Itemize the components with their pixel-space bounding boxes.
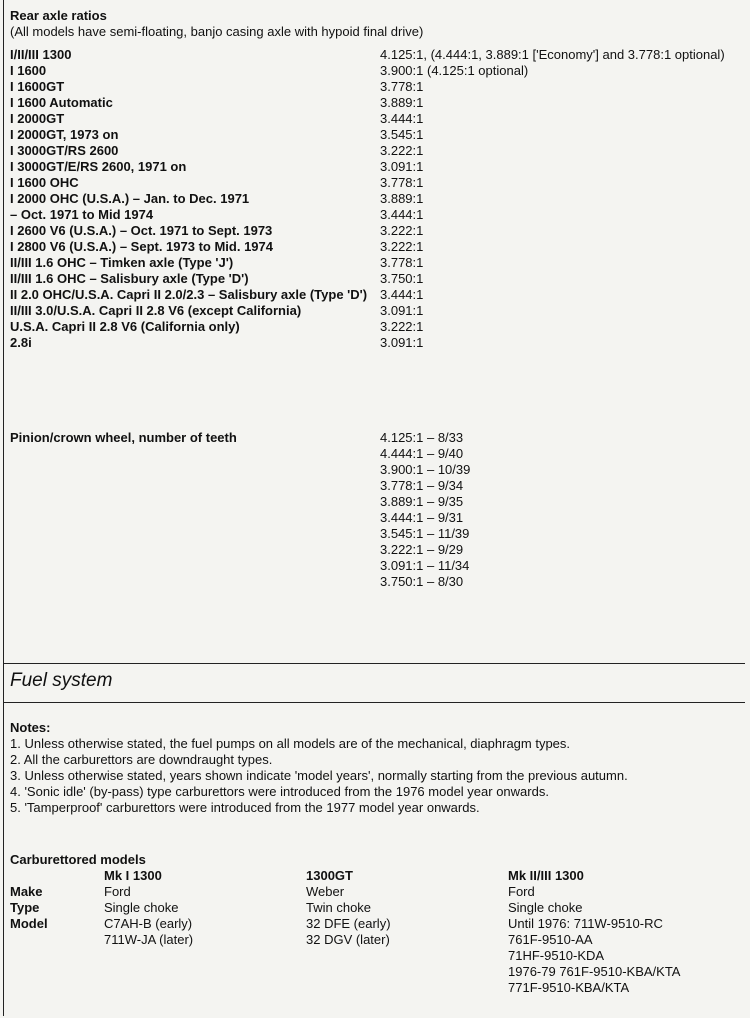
ratio-model: II/III 3.0/U.S.A. Capri II 2.8 V6 (except California) <box>10 303 302 318</box>
ratio-model: I 2000GT, 1973 on <box>10 127 119 142</box>
ratio-model: I 1600 OHC <box>10 175 79 190</box>
note-item: 1. Unless otherwise stated, the fuel pumps on all models are of the mechanical, diaphragm types. <box>10 736 571 751</box>
ratio-model: – Oct. 1971 to Mid 1974 <box>10 207 154 222</box>
row-labels <box>10 868 104 932</box>
column-line: 771F-9510-KBA/KTA <box>508 980 630 995</box>
rear-axle-title: Rear axle ratios <box>10 8 107 23</box>
divider-bottom <box>3 702 745 703</box>
pinion-row: 3.778:1 – 9/34 <box>380 478 464 493</box>
ratio-value: 3.091:1 <box>380 159 424 174</box>
column-line: 761F-9510-AA <box>508 932 593 947</box>
column-line: Single choke <box>508 900 583 915</box>
ratio-row <box>10 111 745 127</box>
ratio-row <box>10 319 745 335</box>
ratio-value: 3.222:1 <box>380 239 424 254</box>
carburettored-models <box>10 852 745 1018</box>
ratio-value: 4.125:1, (4.444:1, 3.889:1 ['Economy'] and 3.778:1 optional) <box>380 47 725 62</box>
ratio-value: 3.900:1 (4.125:1 optional) <box>380 63 529 78</box>
ratio-value: 3.222:1 <box>380 223 424 238</box>
ratio-model: I 3000GT/RS 2600 <box>10 143 119 158</box>
column-mk1-1300 <box>104 868 304 948</box>
column-line: Single choke <box>104 900 179 915</box>
ratio-row <box>10 63 745 79</box>
pinion-row: 4.125:1 – 8/33 <box>380 430 464 445</box>
ratio-model: I 2600 V6 (U.S.A.) – Oct. 1971 to Sept. 1973 <box>10 223 273 238</box>
notes-heading: Notes: <box>10 720 51 735</box>
ratio-row <box>10 335 745 351</box>
note-item: 4. 'Sonic idle' (by-pass) type carburettors were introduced from the 1976 model year onwards. <box>10 784 549 799</box>
ratio-value: 3.889:1 <box>380 191 424 206</box>
ratio-model: I/II/III 1300 <box>10 47 72 62</box>
ratio-value: 3.778:1 <box>380 255 424 270</box>
ratio-value: 3.545:1 <box>380 127 424 142</box>
pinion-row: 4.444:1 – 9/40 <box>380 446 464 461</box>
ratio-row <box>10 207 745 223</box>
divider-top <box>3 663 745 664</box>
pinion-teeth-table <box>10 430 745 590</box>
notes-list <box>10 736 745 816</box>
ratio-model: I 2000 OHC (U.S.A.) – Jan. to Dec. 1971 <box>10 191 250 206</box>
ratio-value: 3.444:1 <box>380 287 424 302</box>
column-line: Ford <box>508 884 535 899</box>
ratio-model: II/III 1.6 OHC – Salisbury axle (Type 'D') <box>10 271 249 286</box>
ratio-model: U.S.A. Capri II 2.8 V6 (California only) <box>10 319 240 334</box>
ratio-value: 3.750:1 <box>380 271 424 286</box>
column-header: Mk II/III 1300 <box>508 868 584 883</box>
column-header: Mk I 1300 <box>104 868 162 883</box>
ratio-row <box>10 191 745 207</box>
ratio-model: I 2800 V6 (U.S.A.) – Sept. 1973 to Mid. 1974 <box>10 239 273 254</box>
column-line: 32 DGV (later) <box>306 932 390 947</box>
ratio-row <box>10 255 745 271</box>
column-mk2-3-1300 <box>508 868 748 996</box>
row-label: Make <box>10 884 43 899</box>
ratio-row <box>10 303 745 319</box>
column-line: C7AH-B (early) <box>104 916 193 931</box>
fuel-notes <box>10 720 745 816</box>
ratio-value: 3.778:1 <box>380 175 424 190</box>
ratio-row <box>10 79 745 95</box>
column-line: 32 DFE (early) <box>306 916 391 931</box>
ratio-row <box>10 239 745 255</box>
column-header: 1300GT <box>306 868 353 883</box>
ratio-value: 3.444:1 <box>380 207 424 222</box>
pinion-row: 3.750:1 – 8/30 <box>380 574 464 589</box>
rear-axle-subtitle: (All models have semi-floating, banjo casing axle with hypoid final drive) <box>10 24 424 39</box>
ratio-value: 3.222:1 <box>380 143 424 158</box>
left-margin-rule <box>3 0 4 1016</box>
column-line: 71HF-9510-KDA <box>508 948 605 963</box>
pinion-row: 3.444:1 – 9/31 <box>380 510 464 525</box>
carburettored-heading: Carburettored models <box>10 852 146 867</box>
column-1300gt <box>306 868 506 948</box>
ratio-model: I 1600 <box>10 63 47 78</box>
ratio-row <box>10 223 745 239</box>
ratio-value: 3.889:1 <box>380 95 424 110</box>
row-label: Type <box>10 900 40 915</box>
ratio-value: 3.222:1 <box>380 319 424 334</box>
ratio-model: I 1600 Automatic <box>10 95 113 110</box>
rear-axle-ratio-table <box>10 47 745 351</box>
pinion-row: 3.091:1 – 11/34 <box>380 558 470 573</box>
column-line: Until 1976: 711W-9510-RC <box>508 916 663 931</box>
note-item: 2. All the carburettors are downdraught types. <box>10 752 273 767</box>
column-line: Ford <box>104 884 131 899</box>
pinion-row: 3.545:1 – 11/39 <box>380 526 470 541</box>
column-line: 711W-JA (later) <box>104 932 194 947</box>
ratio-value: 3.091:1 <box>380 335 424 350</box>
row-label: Model <box>10 916 48 931</box>
label-spacer <box>10 868 104 884</box>
ratio-model: I 2000GT <box>10 111 65 126</box>
note-item: 5. 'Tamperproof' carburettors were introduced from the 1977 model year onwards. <box>10 800 480 815</box>
ratio-row <box>10 95 745 111</box>
fuel-system-title: Fuel system <box>10 670 113 691</box>
pinion-label: Pinion/crown wheel, number of teeth <box>10 430 237 445</box>
ratio-value: 3.444:1 <box>380 111 424 126</box>
pinion-row: 3.222:1 – 9/29 <box>380 542 464 557</box>
ratio-row <box>10 159 745 175</box>
ratio-model: II 2.0 OHC/U.S.A. Capri II 2.0/2.3 – Salisbury axle (Type 'D') <box>10 287 368 302</box>
ratio-row <box>10 287 745 303</box>
pinion-row: 3.900:1 – 10/39 <box>380 462 471 477</box>
column-line: Twin choke <box>306 900 372 915</box>
ratio-row <box>10 271 745 287</box>
pinion-row: 3.889:1 – 9/35 <box>380 494 464 509</box>
ratio-value: 3.778:1 <box>380 79 424 94</box>
ratio-model: I 3000GT/E/RS 2600, 1971 on <box>10 159 187 174</box>
ratio-row <box>10 127 745 143</box>
column-line: 1976-79 761F-9510-KBA/KTA <box>508 964 681 979</box>
pinion-values <box>380 430 745 590</box>
ratio-model: II/III 1.6 OHC – Timken axle (Type 'J') <box>10 255 234 270</box>
ratio-row <box>10 143 745 159</box>
ratio-value: 3.091:1 <box>380 303 424 318</box>
ratio-model: I 1600GT <box>10 79 65 94</box>
column-line: Weber <box>306 884 345 899</box>
carburettor-grid <box>10 868 745 1018</box>
ratio-row <box>10 175 745 191</box>
note-item: 3. Unless otherwise stated, years shown indicate 'model years', normally starting from the previous autumn. <box>10 768 628 783</box>
ratio-row <box>10 47 745 63</box>
ratio-model: 2.8i <box>10 335 32 350</box>
